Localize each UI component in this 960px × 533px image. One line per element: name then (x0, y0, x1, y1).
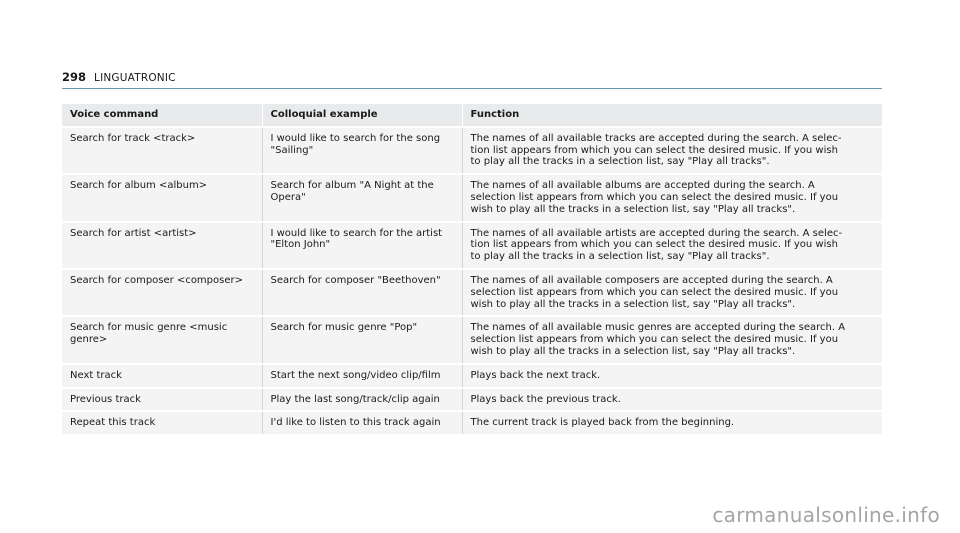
function-cell (462, 316, 882, 363)
function-cell-line: tion list appears from which you can select the desired music. If you wish (470, 144, 838, 156)
colloquial-example-cell (262, 174, 462, 221)
function-cell (462, 127, 882, 174)
voice-command-cell (62, 364, 262, 388)
function-cell (462, 269, 882, 316)
function-cell-line: The names of all available artists are accepted during the search. A selec- (470, 227, 843, 239)
voice-command-cell (62, 411, 262, 434)
voice-command-cell-line: Search for album <album> (70, 180, 208, 192)
function-cell-line: to play all the tracks in a selection list, say "Play all tracks". (470, 251, 770, 263)
function-cell-line: The names of all available tracks are accepted during the search. A selec- (470, 132, 842, 144)
table-row (62, 174, 882, 221)
chapter-title: LINGUATRONIC (94, 72, 176, 84)
table-body (62, 127, 882, 434)
voice-command-cell (62, 174, 262, 221)
function-cell (462, 388, 882, 412)
table-row (62, 388, 882, 412)
table-header-row (62, 104, 882, 127)
table-row (62, 269, 882, 316)
function-cell-line: The current track is played back from the beginning. (470, 417, 735, 429)
colloquial-example-cell (262, 316, 462, 363)
voice-command-cell (62, 388, 262, 412)
header-rule (62, 88, 882, 89)
function-cell-line: selection list appears from which you can select the desired music. If you (470, 286, 839, 298)
table-row (62, 316, 882, 363)
function-cell (462, 222, 882, 269)
voice-command-table (62, 104, 882, 434)
function-cell-line: The names of all available composers are accepted during the search. A (470, 274, 833, 286)
colloquial-example-cell (262, 269, 462, 316)
colloquial-example-cell (262, 364, 462, 388)
voice-command-cell (62, 269, 262, 316)
column-header-voice-command: Voice command (62, 104, 262, 127)
table-row (62, 411, 882, 434)
voice-command-cell-line: Previous track (70, 393, 141, 405)
voice-command-cell-line: genre> (70, 334, 108, 346)
function-cell-line: Plays back the previous track. (470, 393, 621, 405)
function-cell-line: wish to play all the tracks in a selection list, say "Play all tracks". (470, 345, 796, 357)
function-cell-line: tion list appears from which you can select the desired music. If you wish (470, 239, 838, 251)
function-cell-line: selection list appears from which you can select the desired music. If you (470, 334, 839, 346)
column-header-colloquial-example: Colloquial example (262, 104, 462, 127)
function-cell-line: wish to play all the tracks in a selection list, say "Play all tracks". (470, 298, 796, 310)
colloquial-example-cell-line: Opera" (270, 191, 306, 203)
function-cell (462, 174, 882, 221)
colloquial-example-cell (262, 388, 462, 412)
colloquial-example-cell-line: Search for music genre "Pop" (270, 322, 418, 334)
voice-command-cell-line: Search for artist <artist> (70, 227, 197, 239)
function-cell-line: wish to play all the tracks in a selection list, say "Play all tracks". (470, 203, 796, 215)
colloquial-example-cell-line: Start the next song/video clip/film (270, 369, 441, 381)
voice-command-cell (62, 222, 262, 269)
colloquial-example-cell-line: I'd like to listen to this track again (270, 417, 441, 429)
function-cell (462, 411, 882, 434)
table-row (62, 127, 882, 174)
column-header-function: Function (462, 104, 882, 127)
function-cell-line: Plays back the next track. (470, 369, 601, 381)
voice-command-cell (62, 316, 262, 363)
page-header (62, 70, 176, 84)
colloquial-example-cell-line: Search for composer "Beethoven" (270, 274, 441, 286)
voice-command-cell-line: Repeat this track (70, 417, 156, 429)
colloquial-example-cell-line: I would like to search for the song (270, 132, 441, 144)
watermark-text: carmanualsonline.info (712, 503, 940, 527)
colloquial-example-cell-line: I would like to search for the artist (270, 227, 443, 239)
colloquial-example-cell-line: "Sailing" (270, 144, 314, 156)
function-cell-line: selection list appears from which you can select the desired music. If you (470, 191, 839, 203)
function-cell-line: to play all the tracks in a selection list, say "Play all tracks". (470, 156, 770, 168)
voice-command-cell-line: Search for track <track> (70, 132, 196, 144)
table-row (62, 364, 882, 388)
colloquial-example-cell (262, 127, 462, 174)
page-number: 298 (62, 70, 87, 84)
function-cell (462, 364, 882, 388)
colloquial-example-cell (262, 411, 462, 434)
voice-command-cell-line: Search for music genre <music (70, 322, 228, 334)
voice-command-cell (62, 127, 262, 174)
voice-command-cell-line: Next track (70, 369, 122, 381)
colloquial-example-cell-line: Play the last song/track/clip again (270, 393, 440, 405)
colloquial-example-cell-line: Search for album "A Night at the (270, 180, 434, 192)
colloquial-example-cell (262, 222, 462, 269)
table-row (62, 222, 882, 269)
function-cell-line: The names of all available albums are accepted during the search. A (470, 180, 815, 192)
colloquial-example-cell-line: "Elton John" (270, 239, 331, 251)
voice-command-cell-line: Search for composer <composer> (70, 274, 243, 286)
function-cell-line: The names of all available music genres are accepted during the search. A (470, 322, 846, 334)
